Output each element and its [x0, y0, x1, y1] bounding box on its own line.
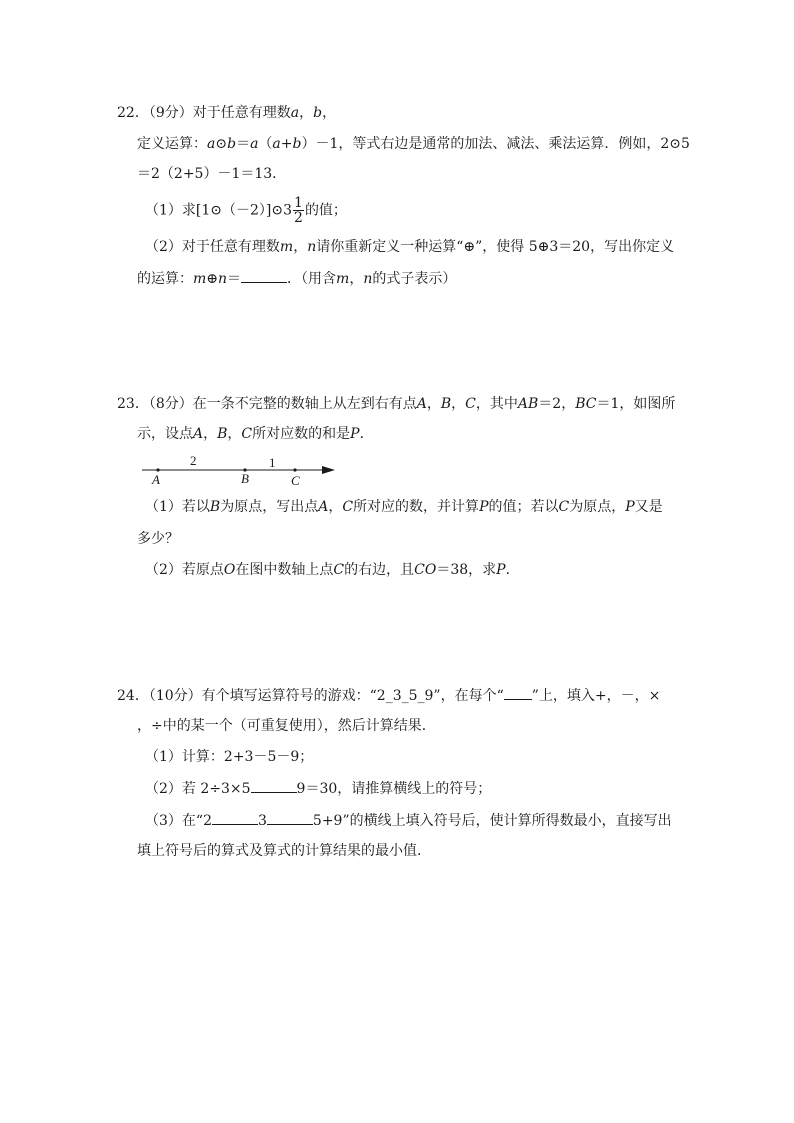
point-c: C [465, 396, 476, 412]
var-n: n [307, 239, 317, 255]
var-n: n [218, 271, 228, 287]
text: ＝38，求 [436, 562, 497, 578]
q22-part1 [145, 196, 347, 225]
answer-blank[interactable] [212, 811, 258, 825]
text: 又是 [634, 499, 663, 515]
q24-part3-line2: 填上符号后的算式及算式的计算结果的最小值． [137, 843, 431, 859]
answer-blank[interactable] [251, 779, 297, 793]
var-a: a [250, 136, 259, 152]
q23-part1-line1 [145, 498, 663, 516]
comma: ， [293, 239, 308, 255]
comma: ， [299, 105, 314, 121]
point-o: O [223, 562, 236, 578]
text: （2）对于任意有理数 [145, 239, 280, 255]
point-c: C [558, 499, 570, 515]
var-m: m [279, 239, 294, 255]
text: （1）若以 [145, 499, 210, 515]
text: 23．（8分）在一条不完整的数轴上从左到右有点 [117, 396, 417, 412]
segment-co: CO [414, 562, 437, 578]
var-a: a [272, 136, 281, 152]
q23-line2 [137, 425, 374, 443]
text: ”上，填入+，－，× [531, 688, 661, 704]
q22-part2-line1 [145, 238, 674, 256]
segment-ab: AB [517, 396, 539, 412]
equals: ＝ [227, 271, 242, 287]
q23-part2 [145, 561, 520, 579]
point-b: B [217, 426, 228, 442]
point-c-dot [293, 468, 296, 471]
text: ． [359, 426, 374, 442]
equals: ＝ [236, 136, 251, 152]
text: 5+9”的横线上填入符号后，使计算所得数最小，直接写出 [312, 813, 672, 829]
var-m: m [336, 271, 350, 287]
odot-operator: ⊙ [215, 136, 228, 152]
point-a: A [318, 499, 329, 515]
point-c: C [241, 426, 253, 442]
point-c: C [333, 562, 345, 578]
q23-part1-line2: 多少？ [137, 531, 179, 547]
label-point-a: A [152, 472, 160, 487]
q24-part1: （1）计算：2+3－5－9； [145, 749, 314, 765]
label-point-c: C [291, 473, 300, 488]
var-p: P [625, 499, 635, 515]
plus: + [280, 136, 293, 152]
text: 3 [257, 813, 267, 829]
comma: ， [227, 426, 242, 442]
text: （2）若原点 [145, 562, 224, 578]
comma: ， [451, 396, 466, 412]
comma: ， [328, 499, 343, 515]
text: （2）若 2÷3×5 [145, 781, 251, 797]
text: ．（用含 [287, 271, 337, 287]
q22-header-text: 22．（9分）对于任意有理数 [117, 105, 291, 121]
var-b: b [292, 136, 302, 152]
segment-bc: BC [575, 396, 597, 412]
q24-part3-line1 [145, 811, 672, 830]
point-a: A [416, 396, 427, 412]
q22-header [117, 104, 336, 122]
answer-blank[interactable] [267, 811, 313, 825]
text: ）－1，等式右边是通常的加法、减法、乘法运算．例如，2⊙5 [301, 136, 690, 152]
text: 的运算： [137, 271, 193, 287]
var-a: a [290, 105, 300, 121]
text: 请你重新定义一种运算“⊕”，使得 5⊕3＝20，写出你定义 [316, 239, 675, 255]
text: 定义运算： [137, 136, 207, 152]
var-m: m [193, 271, 207, 287]
label-bc-length: 1 [269, 455, 276, 470]
text: 为原点， [569, 499, 626, 515]
text: ＝2， [538, 396, 576, 412]
oplus-operator: ⊕ [206, 271, 219, 287]
var-n: n [363, 271, 373, 287]
text: 在图中数轴上点 [235, 562, 334, 578]
label-ab-length: 2 [190, 453, 197, 468]
comma: ， [426, 396, 441, 412]
var-p: P [479, 499, 489, 515]
label-point-b: B [241, 471, 249, 486]
text: 的值； [304, 202, 347, 219]
text: ． [505, 562, 520, 578]
fraction [293, 196, 304, 225]
text: 示，设点 [137, 426, 193, 442]
var-b: b [313, 105, 323, 121]
number-line-figure [138, 450, 343, 490]
text: 的右边，且 [344, 562, 415, 578]
q24-header [117, 686, 660, 705]
q22-definition [137, 135, 690, 153]
var-a: a [207, 136, 216, 152]
blank-sample [504, 686, 532, 700]
q22-part2-line2 [137, 269, 456, 288]
text: 的式子表示） [372, 271, 457, 287]
q24-part2 [145, 779, 491, 798]
text: ，其中 [475, 396, 518, 412]
q24-line2: ，÷中的某一个（可重复使用），然后计算结果． [137, 718, 436, 734]
var-p: P [350, 426, 360, 442]
var-b: b [227, 136, 237, 152]
text: （1）求[1⊙（－2）]⊙3 [145, 202, 293, 219]
comma: ， [203, 426, 218, 442]
text: 9＝30，请推算横线上的符号； [296, 781, 492, 797]
answer-blank[interactable] [241, 269, 287, 283]
fraction-numerator: 1 [294, 195, 303, 211]
fraction-denominator: 2 [294, 210, 303, 226]
text: 的值；若以 [488, 499, 559, 515]
comma: ， [322, 105, 337, 121]
point-a: A [193, 426, 204, 442]
point-c: C [342, 499, 354, 515]
text: （3）在“2 [145, 813, 212, 829]
q22-example: ＝2（2+5）－1＝13． [137, 166, 287, 182]
text: 所对应的数，并计算 [353, 499, 480, 515]
text: ＝1，如图所 [596, 396, 676, 412]
point-b: B [440, 396, 452, 412]
text: 所对应数的和是 [252, 426, 351, 442]
text: 24．（10分）有个填写运算符号的游戏：“2_3_5_9”，在每个“ [117, 688, 504, 704]
var-p: P [496, 562, 506, 578]
q23-header [117, 395, 675, 413]
comma: ， [349, 271, 364, 287]
text: 为原点，写出点 [220, 499, 319, 515]
number-line-arrow-icon [322, 466, 335, 474]
paren: （ [258, 136, 273, 152]
point-b: B [209, 499, 221, 515]
